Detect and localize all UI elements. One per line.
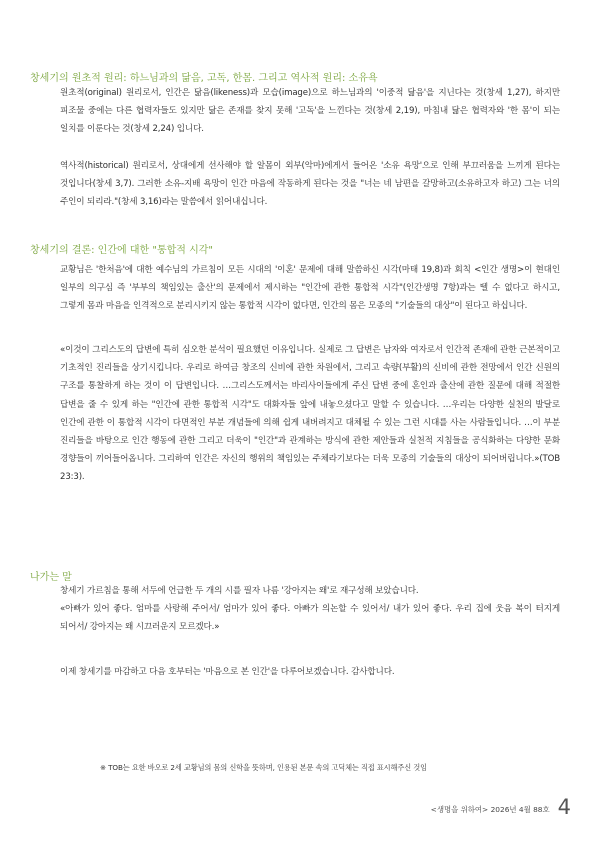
- paragraph-integral-vision: 교황님은 '한처음'에 대한 예수님의 가르침이 모든 시대의 '이혼' 문제에 대해 말씀하신 시각(마태 19,8)과 회칙 <인간 생명>이 현대인 일부의 의구심 즉 '부부의 책임있는 출산'의 문제에서 제시하는 "인간에 관한 통합적 시각"(인간생명 7항)과는 뗄 수 없다고 하시고, 그렇게 몸과 마음을 인격적으로 분리시키지 않는 통합적 시각이 없다면, 인간의 몸은 모종의 "기술들의 대상"이 된다고 하십니다.: [60, 265, 560, 312]
- paragraph-tob-quote: «이것이 그리스도의 답변에 특히 심오한 분석이 필요했던 이유입니다. 실제로 그 답변은 남자와 여자로서 인간적 존재에 관한 근본적이고 기초적인 진리들을 상기시킵니다. 우리로 하여금 창조의 신비에 관한 차원에서, 그리고 속량(부활)의 신비에 관한 전망에서 인간 신원의 구조를 통찰하게 하는 것이 이 답변입니다. …그리스도께서는 바리사이들에게 주신 답변 중에 혼인과 출산에 관한 질문에 대해 적절한 답변을 줄 수 있게 하는 "인간에 관한 통합적 시각"도 대화자들 앞에 내놓으셨다고 말할 수 있습니다. …우리는 다양한 실천의 발달로 인간에 관한 이 통합적 시각이 다면적인 부분 개념들에 의해 쉽게 내버려지고 대체될 수 있는 그런 시대를 사는 사람들입니다. …이 부분 진리들을 바탕으로 인간 행동에 관한 그리고 더욱이 "인간"과 관계하는 방식에 관한 제안들과 실천적 지침들을 공식화하는 다양한 문화 경향들이 끼어들어옵니다. 그리하여 인간은 자신의 행위의 책임있는 주체라기보다는 더욱 모종의 기술들의 대상이 되어버립니다.»(TOB 23:3).: [60, 345, 560, 483]
- section-title-original-principles: 창세기의 원초적 원리: 하느님과의 닮음, 고독, 한몸. 그리고 역사적 원리: 소유욕: [30, 73, 378, 85]
- paragraph-closing-thanks: 이제 창세기를 마감하고 다음 호부터는 '마음으로 본 인간'을 다루어보겠습니다. 감사합니다.: [60, 667, 395, 677]
- publication-info: <생명을 위하여> 2026년 4월 88호: [430, 805, 550, 814]
- footnote: ※ TOB는 요한 바오로 2세 교황님의 몸의 신학을 뜻하며, 인용된 본문 속의 고딕체는 직접 표시해주신 것임: [100, 763, 427, 772]
- section-title-conclusion: 창세기의 결론: 인간에 대한 "통합적 시각": [30, 245, 214, 257]
- paragraph-original-principle: 원초적(original) 원리로서, 인간은 닮음(likeness)과 모습(image)으로 하느님과의 '이중적 닮음'을 지닌다는 것(창세 1,27), 하지만 피조물 중에는 다른 협력자들도 있지만 닮은 존재를 찾지 못해 '고독'을 느낀다는 것(창세 2,19), 마침내 닮은 협력자와 '한 몸'이 되는 일치를 이룬다는 것(창세 2,24) 입니다.: [60, 88, 560, 135]
- section-title-closing: 나가는 말: [30, 572, 72, 584]
- paragraph-historical-principle: 역사적(historical) 원리로서, 상대에게 선사해야 할 알몸이 외부(악마)에게서 들어온 '소유 욕망'으로 인해 부끄러움을 느끼게 된다는 것입니다(창세 3,7). 그러한 소유-지배 욕망이 인간 마음에 작동하게 된다는 것을 "너는 네 남편을 갈망하고(소유하고자 하고) 그는 너의 주인이 되리라."(창세 3,16)라는 말씀에서 읽어내십니다.: [60, 161, 560, 208]
- paragraph-closing-intro: 창세기 가르침을 통해 서두에 언급한 두 개의 시를 필자 나름 '강아지는 왜'로 재구성해 보았습니다.: [60, 586, 419, 596]
- paragraph-closing-poem: «아빠가 있어 좋다. 엄마를 사랑해 주어서/ 엄마가 있어 좋다. 아빠가 의논할 수 있어서/ 내가 있어 좋다. 우리 집에 웃음 복이 터지게 되어서/ 강아지는 왜 시끄러운지 모르겠다.»: [60, 604, 560, 633]
- page-number: 4: [557, 795, 571, 819]
- page-footer: [431, 793, 571, 819]
